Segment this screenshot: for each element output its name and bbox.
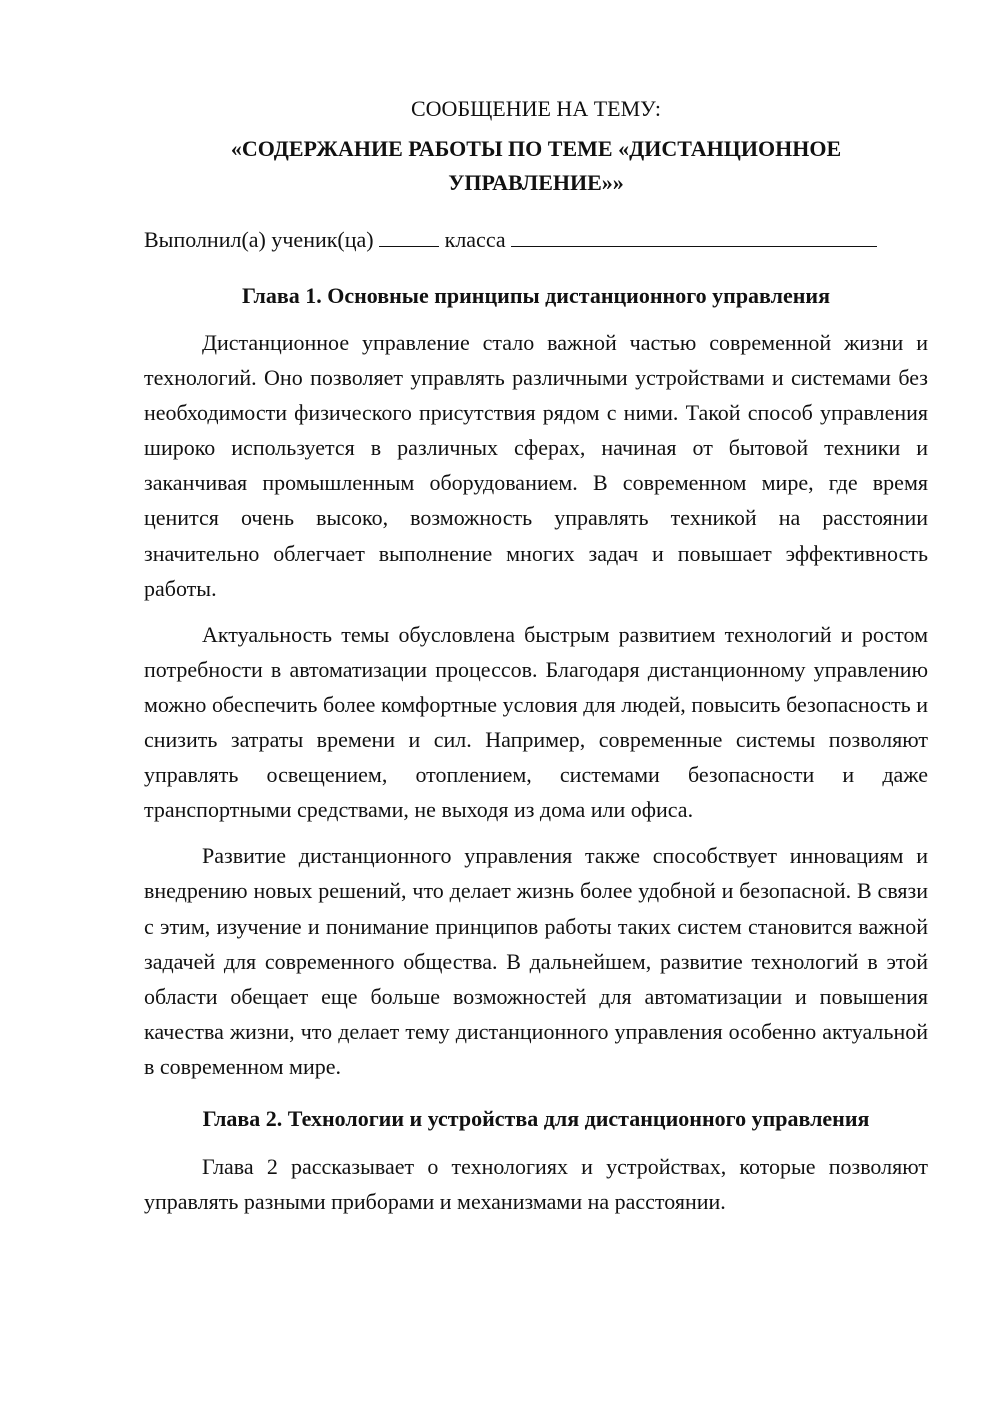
chapter-1-paragraph-3: Развитие дистанционного управления также способствует инновациям и внедрению новых решений, что делает жизнь более удобной и безопасной. В связи с этим, изучение и понимание принципов работы таких систем становится важной задачей для современного общества. В дальнейшем, развитие технологий в этой области обещает еще больше возможностей для автоматизации и повышения качества жизни, что делает тему дистанционного управления особенно актуальной в современном мире.	[144, 843, 928, 1079]
author-line	[144, 223, 928, 257]
performed-by-label: Выполнил(а) ученик(ца)	[144, 227, 374, 252]
chapter-1-paragraph-1: Дистанционное управление стало важной частью современной жизни и технологий. Оно позволяет управлять различными устройствами и системами без необходимости физического присутствия рядом с ними. Такой способ управления широко используется в различных сферах, начиная от бытовой техники и заканчивая промышленным оборудованием. В современном мире, где время ценится очень высоко, возможность управлять техникой на расстоянии значительно облегчает выполнение многих задач и повышает эффективность работы.	[144, 330, 928, 601]
chapter-1-heading: Глава 1. Основные принципы дистанционного управления	[241, 283, 831, 308]
chapter-1-paragraph-2: Актуальность темы обусловлена быстрым развитием технологий и ростом потребности в автоматизации процессов. Благодаря дистанционному управлению можно обеспечить более комфортные условия для людей, повысить безопасность и снизить затраты времени и сил. Например, современные системы позволяют управлять освещением, отоплением, системами безопасности и даже транспортными средствами, не выходя из дома или офиса.	[144, 621, 928, 823]
document-body	[144, 92, 928, 1219]
class-number-blank	[379, 224, 439, 247]
title-line: СООБЩЕНИЕ НА ТЕМУ:	[411, 96, 661, 121]
document-title: «СОДЕРЖАНИЕ РАБОТЫ ПО ТЕМЕ «ДИСТАНЦИОННОЕ УПРАВЛЕНИЕ»»	[230, 136, 842, 195]
class-label: класса	[444, 227, 506, 252]
chapter-2-paragraph-1: Глава 2 рассказывает о технологиях и устройствах, которые позволяют управлять разными приборами и механизмами на расстоянии.	[144, 1153, 928, 1215]
student-name-blank	[511, 224, 877, 247]
chapter-2-heading: Глава 2. Технологии и устройства для дистанционного управления	[202, 1105, 870, 1131]
